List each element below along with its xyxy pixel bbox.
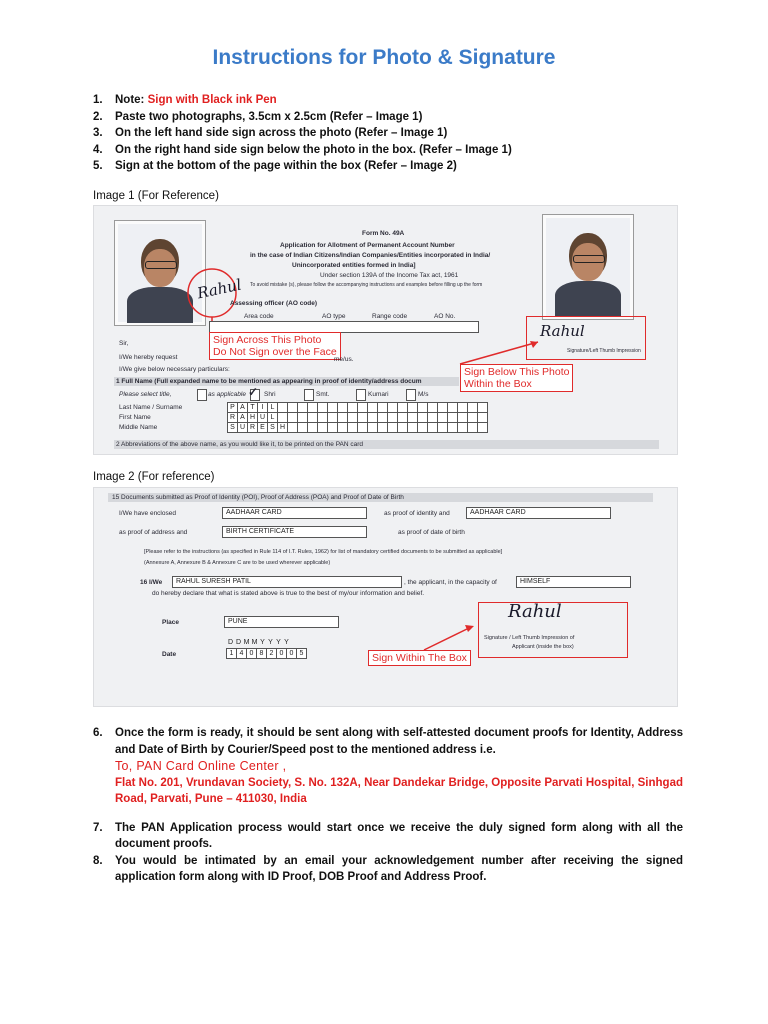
last-name-boxes: P A T I L [227,402,487,413]
poa-field: AADHAAR CARD [466,507,611,519]
reference-image-1: Rahul Form No. 49A Application for Allotment of Permanent Account Number in the case of Indian Citizens/Indian Companies/Entities incorporated in India/ Unincorporated entities formed in India] Under section 139A of the Income Tax act, 1961 To avoid mistake (s), please follow the accompanying instructions and examples before filling up the form Assessing officer (AO code) Area code AO type Range code AO No. Rahul Signature/Left Thumb Impression Sign Across This Photo Do Not Sign over the Face Sign Below This Photo Within the Box Sir, I/We hereby request me/us. I/We give below necessary particulars: 1 Full Name (Full expanded name to be mentioned as appearing in proof of identity/address docum Please select title, as applicable ✓ Shri Smt. Kumari M/s Last Name / Surname First Name Middle Name P A T I L R A H U L S U R E S H 2 Abbreviations of the above name, as you would like it, to be printed on the PAN card [93,205,678,455]
annotation-overlay-2 [94,488,677,706]
step-text: On the right hand side sign below the photo in the box. (Refer – Image 1) [115,143,512,156]
applicant-name-field: RAHUL SURESH PATIL [172,576,402,588]
form-heading: Under section 139A of the Income Tax act, 1961 [320,272,459,279]
date-label: Date [162,651,177,658]
ms-label: M/s [418,391,429,398]
page-title: Instructions for Photo & Signature [212,46,556,69]
capacity-field: HIMSELF [516,576,631,588]
full-name-heading: 1 Full Name (Full expanded name to be mentioned as appearing in proof of identity/address docum [116,378,422,385]
callout-sign-within: Sign Within The Box [368,650,471,666]
step-number: 8. [93,854,103,867]
sig-label: Signature / Left Thumb Impression of [484,635,575,641]
poi-field: AADHAAR CARD [222,507,367,519]
signature-label: Signature/Left Thumb Impression [567,348,641,354]
step-text: Paste two photographs, 3.5cm x 2.5cm (Refer – Image 1) [115,110,423,123]
dob-suffix: as proof of date of birth [398,529,465,536]
poa-suffix: as proof of address and [119,529,188,536]
instruction-item [93,820,683,853]
applicant-photo-right [542,214,634,320]
form-heading: in the case of Indian Citizens/Indian Companies/Entities incorporated in India/ [250,252,491,259]
date-header: D D M M Y Y Y Y [227,639,289,646]
annexure-note: (Annexure A, Annexure B & Annexure C are to be used wherever applicable) [144,560,331,566]
request-text-end: me/us. [334,356,354,363]
callout-sign-across: Sign Across This Photo Do Not Sign over the Face [209,332,341,360]
capacity-label: , the applicant, in the capacity of [404,579,497,586]
step-number: 4. [93,143,103,156]
particulars-text: I/We give below necessary particulars: [119,366,230,373]
sig-label: Applicant (inside the box) [512,644,574,650]
image1-caption: Image 1 (For Reference) [93,190,219,202]
last-name-label: Last Name / Surname [119,404,183,411]
shri-label: Shri [264,391,276,398]
abbreviation-heading: 2 Abbreviations of the above name, as you would like it, to be printed on the PAN card [116,441,364,448]
kumari-label: Kumari [368,391,389,398]
middle-name-boxes: S U R E S H [227,422,487,433]
instruction-item [93,125,693,142]
mailing-address [93,758,683,808]
image2-caption: Image 2 (For reference) [93,471,215,483]
place-field: PUNE [224,616,339,628]
smt-checkbox [304,389,314,401]
enclosed-label: I/We have enclosed [119,510,176,517]
smt-label: Smt. [316,391,330,398]
first-name-boxes: R A H U L [227,412,487,423]
instruction-item [93,158,693,175]
step-number: 6. [93,727,103,739]
as-applicable-label: as applicable [208,391,246,398]
step-number: 7. [93,821,103,834]
salutation: Sir, [119,340,129,347]
step-number: 1. [93,94,103,106]
step-text: You would be intimated by an email your acknowledgement number after receiving the signed application form along with ID Proof, DOB Proof and Address Proof. [115,854,683,883]
submission-instructions [93,725,683,886]
request-text: I/We hereby request [119,354,178,361]
instruction-item [93,142,693,159]
address-recipient: To, PAN Card Online Center , [115,759,287,773]
form-number: Form No. 49A [362,230,405,237]
step-text: The PAN Application process would start once we receive the duly signed form along with all the document proofs. [115,821,683,850]
step-number: 2. [93,110,103,123]
range-code-label: Range code [372,313,408,320]
title-checkbox [197,389,207,401]
step-number: 3. [93,127,103,139]
declaration-text: do hereby declare that what is stated above is true to the best of my/our information and belief. [152,590,425,597]
form-heading: Application for Allotment of Permanent Account Number [280,242,455,249]
documents-heading: 15 Documents submitted as Proof of Identity (POI), Proof of Address (POA) and Proof of Date of Birth [112,494,404,501]
poi-suffix: as proof of identity and [384,510,450,517]
date-boxes: 1 4 0 8 2 0 0 5 [226,648,306,659]
reference-image-2 [93,487,678,707]
step-text: On the left hand side sign across the photo (Refer – Image 1) [115,127,448,139]
instruction-item [93,92,693,109]
step-text: Once the form is ready, it should be sent along with self-attested document proofs for Identity, Address and Date of Birth by Courier/Speed post to the mentioned address i.e. [115,727,683,756]
middle-name-label: Middle Name [119,424,158,431]
instruction-item [93,109,693,126]
signature-across-photo: Rahul [195,275,244,303]
instruction-item [93,853,683,886]
ms-checkbox [406,389,416,401]
form-note: To avoid mistake (s), please follow the accompanying instructions and examples before filling up the form [250,282,483,288]
instructions-note: [Please refer to the instructions (as specified in Rule 114 of I.T. Rules, 1962) for list of mandatory certified documents to be submitted as applicable] [144,549,503,555]
form-heading: Unincorporated entities formed in India] [292,262,416,269]
instruction-item [93,725,683,758]
instruction-list [93,92,693,175]
step-highlight: Sign with Black ink Pen [147,94,277,106]
step-text: Sign at the bottom of the page within the box (Refer – Image 2) [115,160,457,172]
place-label: Place [162,619,179,626]
title-select-label: Please select title, [119,391,172,398]
dob-field: BIRTH CERTIFICATE [222,526,367,538]
bottom-signature: Rahul [508,601,562,622]
step-text: Note: [115,94,148,106]
first-name-label: First Name [119,414,151,421]
ao-no-label: AO No. [434,313,456,320]
kumari-checkbox [356,389,366,401]
declaration-number: 16 I/We [140,579,163,586]
signature-below-photo: Rahul [540,322,585,340]
area-code-label: Area code [244,313,274,320]
step-number: 5. [93,160,103,172]
address-text: Flat No. 201, Vrundavan Society, S. No. 132A, Near Dandekar Bridge, Opposite Parvati Hospital, Sinhgad Road, Parvati, Pune – 411030, India [115,776,683,805]
ao-label: Assessing officer (AO code) [230,300,318,307]
callout-sign-below: Sign Below This Photo Within the Box [460,364,573,392]
ao-type-label: AO type [322,313,346,320]
